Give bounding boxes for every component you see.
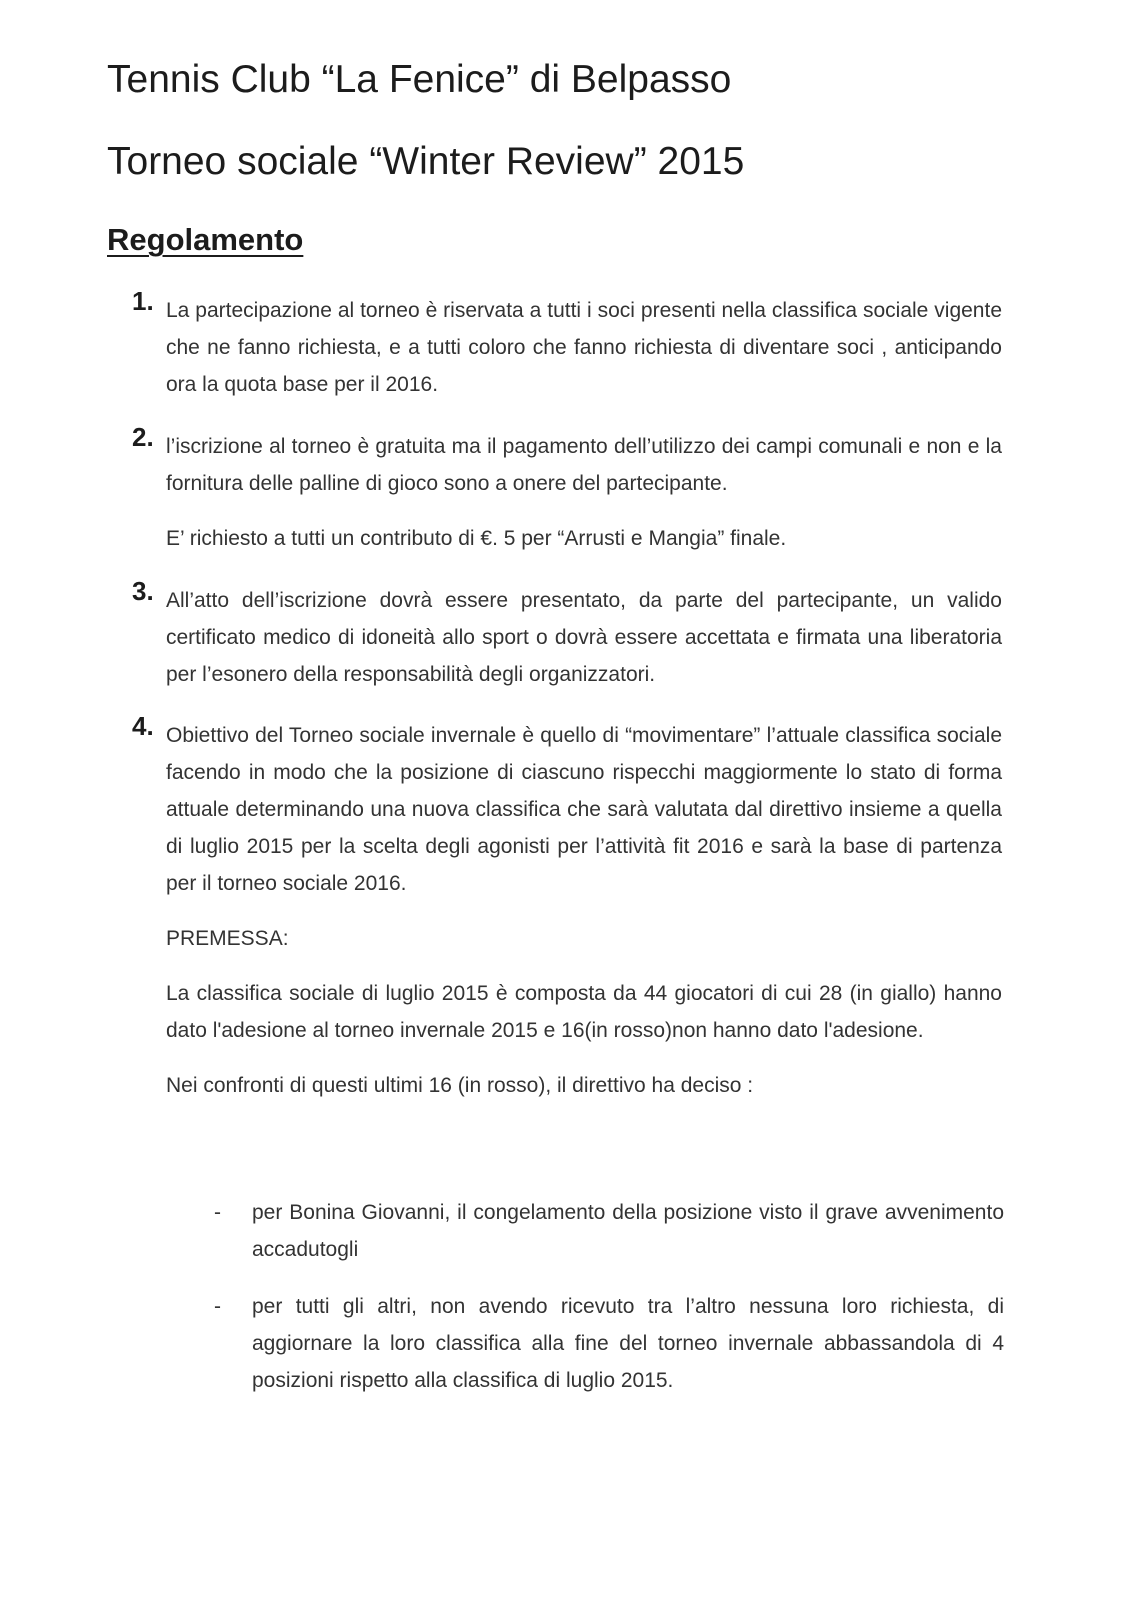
rule-number: 1. xyxy=(132,286,154,316)
rule-number: 3. xyxy=(132,576,154,606)
bullet-dash: - xyxy=(214,1201,221,1224)
premise-text: La classifica sociale di luglio 2015 è composta da 44 giocatori di cui 28 (in giallo) hanno dato l'adesione al torneo invernale 2015 e 16(in rosso)non hanno dato l'adesione. xyxy=(166,982,1002,1042)
premise-label: PREMESSA: xyxy=(166,927,289,950)
rule-text: La partecipazione al torneo è riservata a tutti i soci presenti nella classifica sociale vigente che ne fanno richiesta, e a tutti coloro che fanno richiesta di diventare soci , anticipando ora la quota base per il 2016. xyxy=(166,299,1002,396)
contribution-note: E’ richiesto a tutti un contributo di €. 5 per “Arrusti e Mangia” finale. xyxy=(166,527,787,550)
section-heading: Regolamento xyxy=(107,222,304,257)
rule-1 xyxy=(132,286,1002,403)
bullet-dash: - xyxy=(214,1295,221,1318)
decision-bullet xyxy=(214,1288,1004,1399)
tournament-title: Torneo sociale “Winter Review” 2015 xyxy=(107,140,745,183)
bullet-text: per Bonina Giovanni, il congelamento della posizione visto il grave avvenimento accadutogli xyxy=(252,1201,1004,1261)
rule-text: Obiettivo del Torneo sociale invernale è quello di “movimentare” l’attuale classifica sociale facendo in modo che la posizione di ciascuno rispecchi maggiormente lo stato di forma attuale determinando una nuova classifica che sarà valutata dal direttivo insieme a quella di luglio 2015 per la scelta degli agonisti per l’attività fit 2016 e sarà la base di partenza per il torneo sociale 2016. xyxy=(166,724,1002,895)
rule-number: 2. xyxy=(132,422,154,452)
rule-text: All’atto dell’iscrizione dovrà essere presentato, da parte del partecipante, un valido certificato medico di idoneità allo sport o dovrà essere accettata e firmata una liberatoria per l’esonero della responsabilità degli organizzatori. xyxy=(166,589,1002,686)
rule-2 xyxy=(132,422,1002,557)
rule-text: l’iscrizione al torneo è gratuita ma il pagamento dell’utilizzo dei campi comunali e non e la fornitura delle palline di gioco sono a onere del partecipante. xyxy=(166,435,1002,495)
rule-number: 4. xyxy=(132,711,154,741)
decision-intro: Nei confronti di questi ultimi 16 (in rosso), il direttivo ha deciso : xyxy=(166,1074,754,1097)
bullet-text: per tutti gli altri, non avendo ricevuto tra l’altro nessuna loro richiesta, di aggiornare la loro classifica alla fine del torneo invernale abbassandola di 4 posizioni rispetto alla classifica di luglio 2015. xyxy=(252,1295,1004,1392)
decision-bullet xyxy=(214,1194,1004,1268)
rule-3 xyxy=(132,576,1002,693)
rule-4 xyxy=(132,711,1002,1104)
club-title: Tennis Club “La Fenice” di Belpasso xyxy=(107,58,732,101)
